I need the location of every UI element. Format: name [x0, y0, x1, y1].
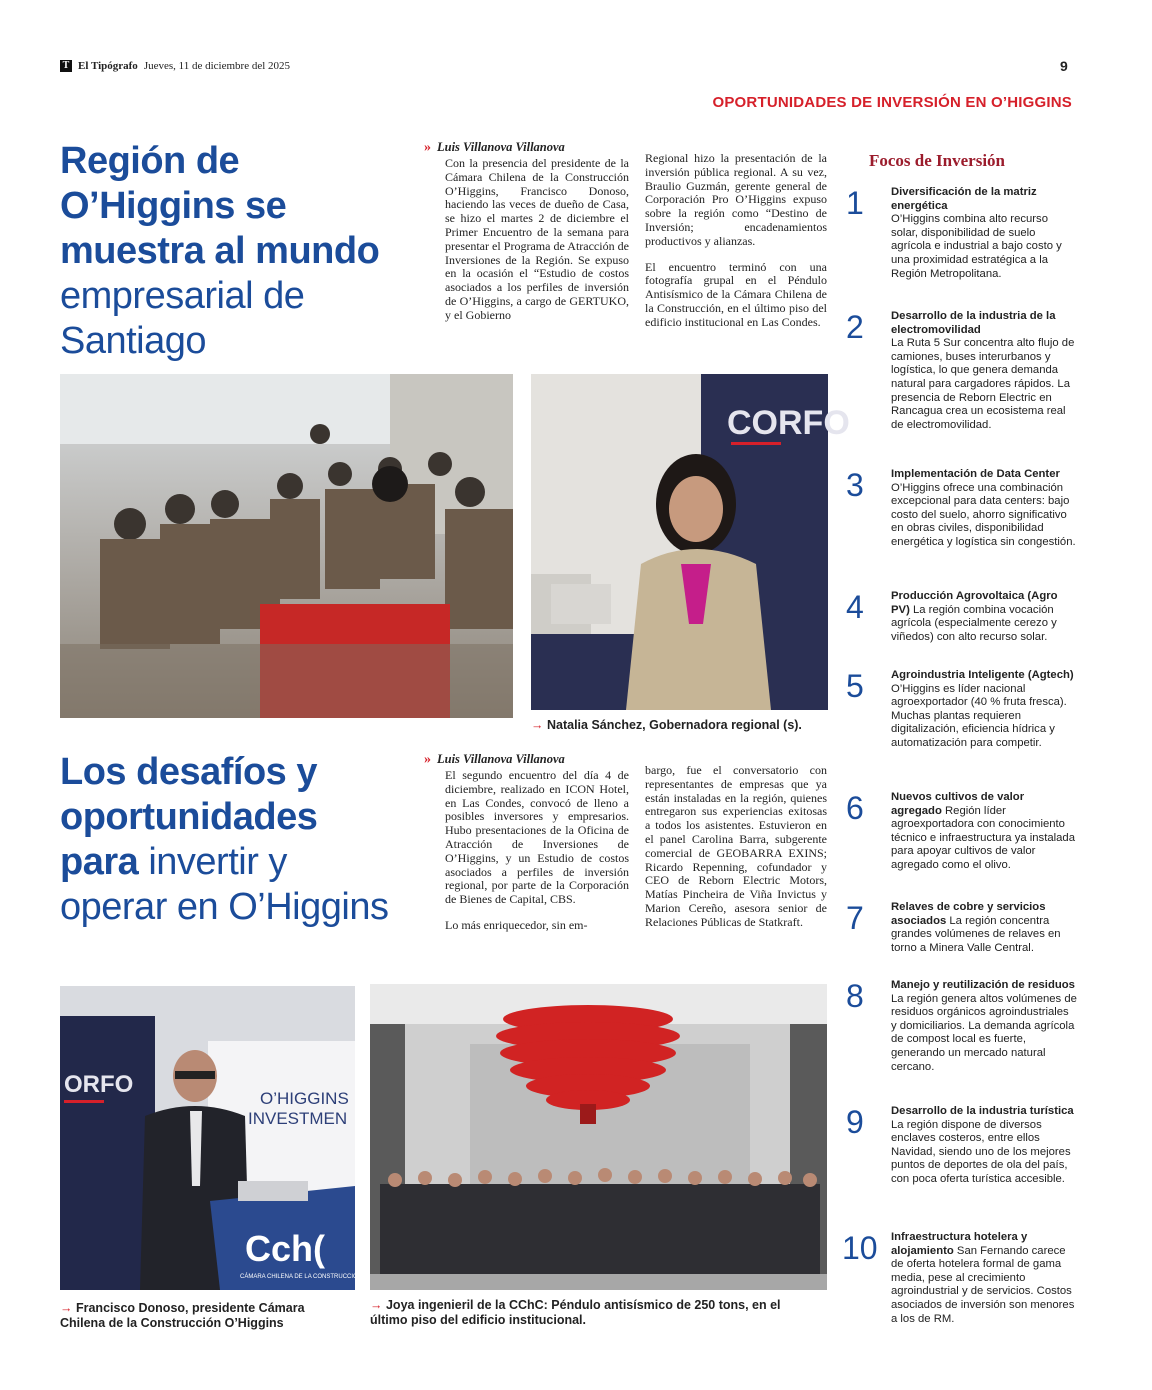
pendulum-group-photo: [370, 984, 827, 1290]
cchc-sub-text: CÁMARA CHILENA DE LA CONSTRUCCIÓN: [240, 1274, 363, 1280]
ohiggins-banner-line2: INVESTMEN: [248, 1109, 348, 1128]
article1-text-col2b: El encuentro terminó con una fotografía grupal en el Péndulo Antisísmico de la Cámara Chilena de la Construcción, en el último piso del edificio institucional en Las Condes.: [645, 259, 827, 329]
focus-body: O’Higgins es líder nacional agroexportador (40 % fruta fresca). Muchas plantas requieren digitalización, eficiencia hídrica y automatización para competir.: [891, 682, 1067, 749]
article1-column-1: [424, 140, 629, 335]
headline-line: Región de: [60, 140, 240, 182]
byline-marker-icon: »: [424, 140, 431, 155]
focus-text: [891, 590, 1077, 644]
caption-pendulo-line2: último piso del edificio institucional.: [370, 1313, 586, 1327]
focus-body: La región dispone de diversos enclaves costeros, entre ellos Navidad, siendo uno de los mejores puntos de deportes de ola del país, con poca oferta turística accesible.: [891, 1118, 1071, 1185]
page-number: 9: [1060, 58, 1068, 74]
speaker-sanchez-photo: [531, 374, 850, 710]
speaker-donoso-photo: [60, 986, 363, 1290]
focus-body: La región concentra grandes volúmenes de relaves en torno a Minera Valle Central.: [891, 914, 1061, 954]
article2-column-2: [645, 752, 827, 942]
focus-text: [891, 186, 1077, 281]
corfo-banner-text: ORFO: [64, 1071, 134, 1098]
focus-number: 9: [846, 1104, 864, 1140]
article2-column-1: [424, 752, 629, 945]
sidebar-title: Focos de Inversión: [869, 151, 1005, 170]
audience-photo: [60, 374, 513, 718]
headline-line: Los desafíos y: [60, 751, 317, 793]
headline-line: empresarial de: [60, 275, 305, 317]
focus-number: 3: [846, 467, 864, 503]
focus-title: Implementación de Data Center: [891, 468, 1060, 480]
focus-number: 1: [846, 185, 864, 221]
headline-light-word: invertir y: [138, 841, 287, 883]
focus-text: [891, 791, 1077, 873]
caption-sanchez-text: Natalia Sánchez, Gobernadora regional (s).: [546, 718, 802, 732]
caption-arrow-icon: →: [370, 1298, 383, 1312]
headline-bold-word: para: [60, 841, 139, 883]
focus-text: [891, 1105, 1077, 1187]
headline-line: operar en O’Higgins: [60, 886, 389, 928]
issue-date: Jueves, 11 de diciembre del 2025: [143, 60, 291, 72]
focus-number: 6: [846, 790, 864, 826]
focus-text: [891, 468, 1077, 550]
focus-body: Región líder agroexportadora con conocimiento técnico e infraestructura ya instalada para apoyar cultivos de valor agregado como el olivo.: [891, 804, 1075, 871]
focus-body: La Ruta 5 Sur concentra alto flujo de camiones, buses interurbanos y logística, lo que genera demanda natural para cargadores rápidos. La presencia de Reborn Electric en Rancagua crea un ecosistema real de electromovilidad.: [891, 337, 1075, 431]
focus-text: [891, 310, 1077, 432]
focus-text: [891, 979, 1077, 1074]
caption-donoso-line1: Francisco Donoso, presidente Cámara: [75, 1301, 305, 1315]
focus-text: [891, 1231, 1077, 1326]
headline-line: Santiago: [60, 320, 207, 362]
article2-text-col1b: Lo más enriquecedor, sin em-: [445, 917, 588, 932]
focus-body: O’Higgins combina alto recurso solar, disponibilidad de suelo agrícola e industrial a bajo costo y una proximidad estratégica a la Región Metropolitana.: [891, 213, 1062, 280]
caption-pendulo-line1: Joya ingenieril de la CChC: Péndulo antisísmico de 250 tons, en el: [385, 1298, 781, 1312]
article2-byline: Luis Villanova Villanova: [437, 752, 565, 766]
focus-number: 7: [846, 900, 864, 936]
focus-title: Producción Agrovoltaica (Agro PV): [891, 590, 1058, 616]
article1-column-2: [645, 140, 827, 342]
caption-sanchez: [531, 718, 831, 733]
article1-byline: Luis Villanova Villanova: [437, 140, 565, 154]
newspaper-name: El Tipógrafo: [78, 60, 138, 72]
article1-text-col1: Con la presencia del presidente de la Cámara Chilena de la Construcción O’Higgins, Francisco Donoso, haciendo las veces de dueño de Casa, se hizo el martes 2 de diciembre el Primer Encuentro de la semana para presentar el Programa de Atracción de Inversiones de la Región. Se expuso en la ocasión el “Estudio de costos asociados a los perfiles de inversión de O’Higgins, a cargo de GERTUKO, y el Gobierno: [445, 156, 629, 322]
focus-number: 10: [842, 1230, 878, 1266]
newspaper-logo-icon: T: [60, 60, 72, 72]
focus-title: Agroindustria Inteligente (Agtech): [891, 669, 1074, 681]
focus-title: Desarrollo de la industria turística: [891, 1105, 1074, 1117]
ohiggins-banner-line1: O’HIGGINS: [260, 1089, 349, 1108]
article1-headline: [60, 139, 420, 364]
focus-number: 5: [846, 668, 864, 704]
focus-number: 2: [846, 309, 864, 345]
corfo-banner-text: CORFO: [727, 404, 850, 442]
caption-arrow-icon: →: [531, 718, 544, 732]
caption-donoso: [60, 1301, 360, 1331]
focus-title: Nuevos cultivos de valor agregado: [891, 791, 1025, 817]
focus-body: San Fernando carece de oferta hotelera formal de gama media, pese al crecimiento agroindustrial y de servicios. Costos asociados de inversión son menores a los de RM.: [891, 1244, 1075, 1325]
focus-number: 8: [846, 978, 864, 1014]
caption-donoso-line2: Chilena de la Construcción O’Higgins: [60, 1316, 284, 1330]
section-title: OPORTUNIDADES DE INVERSIÓN EN O’HIGGINS: [712, 94, 1072, 111]
article1-text-col2a: Regional hizo la presentación de la inversión pública regional. A su vez, Braulio Guzmán, gerente general de Corporación Pro O’Higgins expuso sobre la región como “Destino de Inversión; encadenamientos productivos y alianzas.: [645, 151, 827, 248]
article2-text-col1a: El segundo encuentro del día 4 de diciembre, realizado en ICON Hotel, en Las Condes, convocó de lleno a posibles inversores y empresarios. Hubo presentaciones de la Oficina de Atracción de Inversiones de O’Higgins, y un Estudio de costos asociados a perfiles de inversión regional, por parte de la Corporación de Bienes de Capital, CBS.: [445, 768, 629, 907]
focus-text: [891, 901, 1077, 955]
headline-line: muestra al mundo: [60, 230, 380, 272]
focus-body: O’Higgins ofrece una combinación excepcional para data centers: bajo costo del suelo, ahorro significativo en obras civiles, disponibilidad energética y logística sin congestión.: [891, 481, 1076, 548]
cchc-logo-text: Cch(: [245, 1228, 325, 1269]
focus-text: [891, 669, 1077, 751]
byline-marker-icon: »: [424, 752, 431, 767]
article2-text-col2: bargo, fue el conversatorio con representantes de empresas que ya están instaladas en la región, quienes entregaron sus experiencias exitosas a todos los asistentes. Estuvieron en el panel Carolina Barra, subgerente comercial de GEOBARRA EXINS; Ricardo Repenning, cofundador y CEO de Reborn Electric Motors, Matías Pincheira de Viña Invictus y Marion Cereño, asesora senior de Relaciones Públicas de Statkraft.: [645, 763, 827, 929]
headline-line: O’Higgins se: [60, 185, 287, 227]
caption-pendulo: [370, 1298, 830, 1328]
focus-number: 4: [846, 589, 864, 625]
focus-title: Manejo y reutilización de residuos: [891, 979, 1075, 991]
focus-title: Desarrollo de la industria de la electromovilidad: [891, 310, 1056, 336]
focus-title: Relaves de cobre y servicios asociados: [891, 901, 1046, 927]
headline-line: oportunidades: [60, 796, 318, 838]
article2-headline: [60, 750, 420, 930]
caption-arrow-icon: →: [60, 1301, 73, 1315]
focus-body: La región combina vocación agrícola (especialmente cerezo y viñedos) con alto recurso solar.: [891, 603, 1057, 643]
masthead: [60, 60, 290, 72]
focus-title: Diversificación de la matriz energética: [891, 186, 1037, 212]
focus-body: La región genera altos volúmenes de residuos orgánicos agroindustriales y domiciliarios. La demanda agrícola de compost local es fuerte, generando un mercado natural cercano.: [891, 992, 1077, 1073]
focus-title: Infraestructura hotelera y alojamiento: [891, 1231, 1028, 1257]
headline-line: [60, 840, 420, 885]
